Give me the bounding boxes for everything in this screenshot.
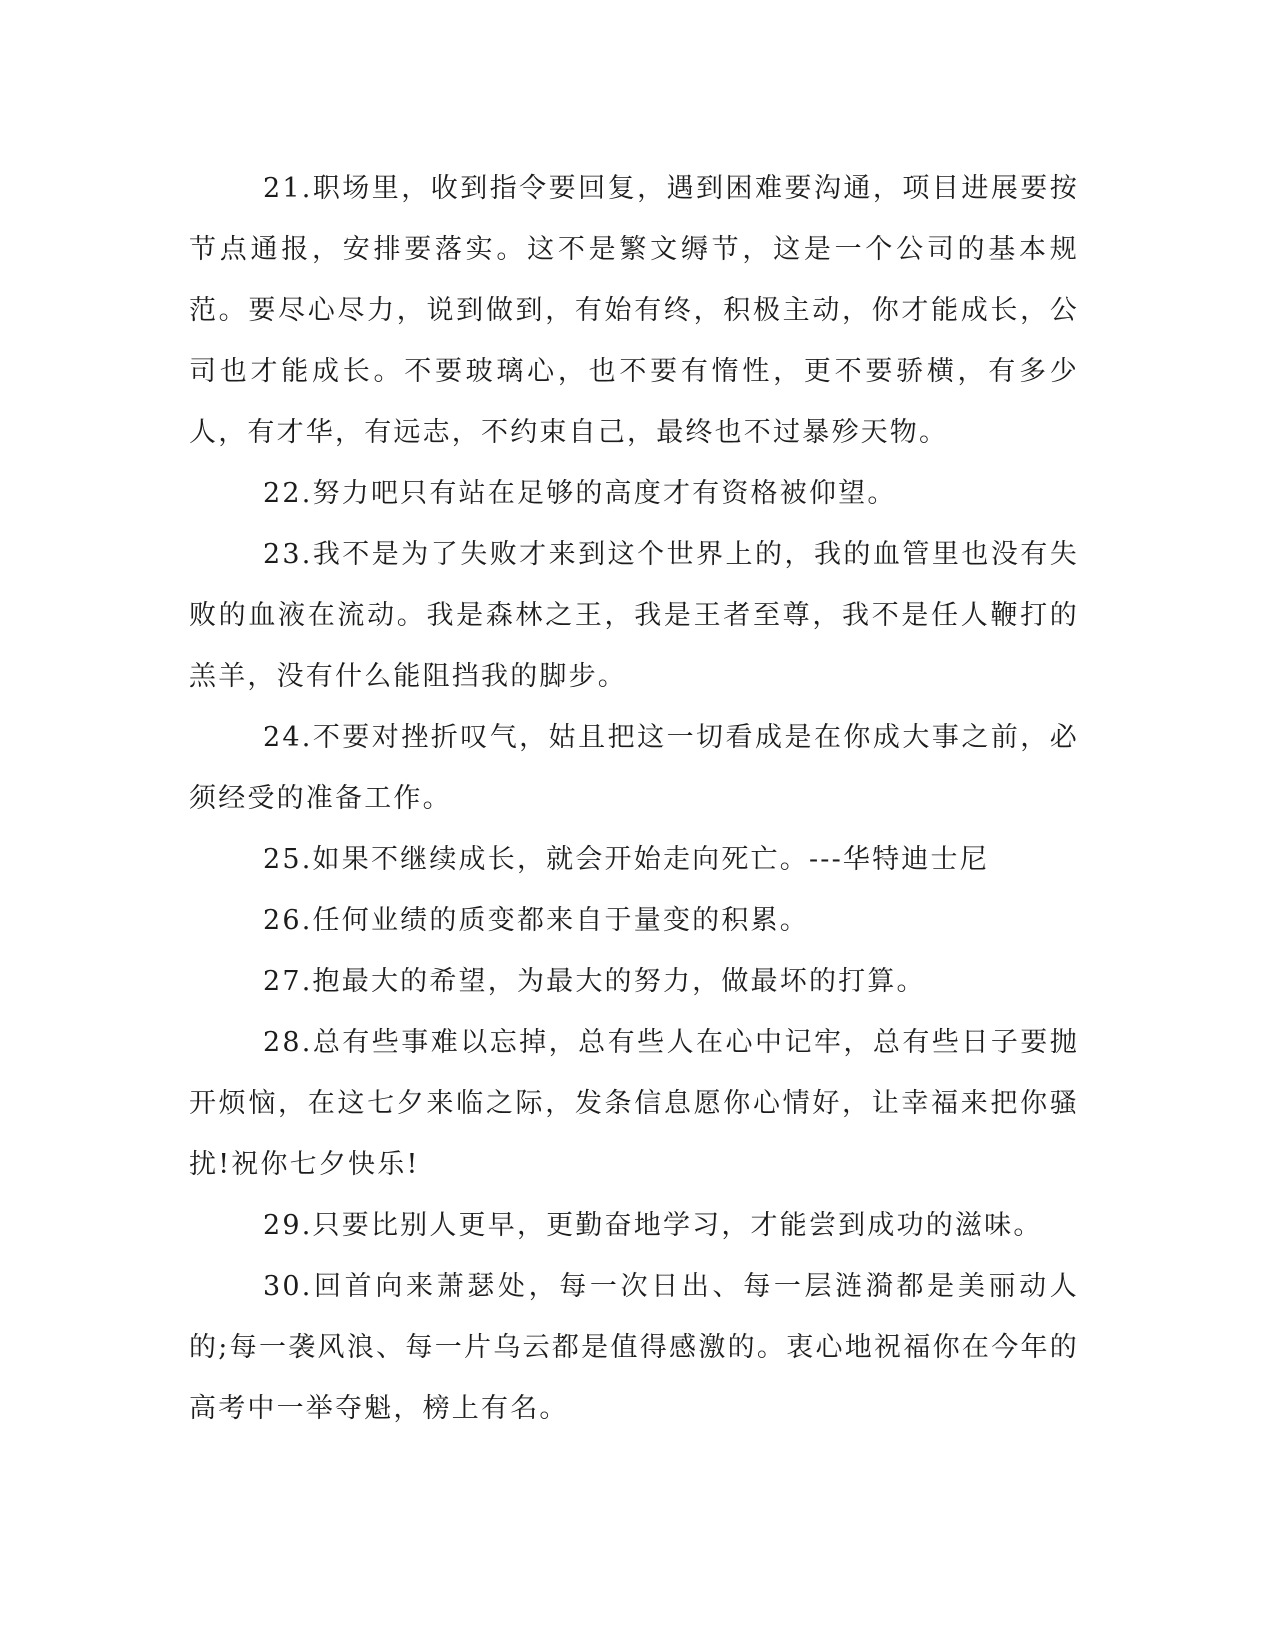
paragraph-29: 29.只要比别人更早，更勤奋地学习，才能尝到成功的滋味。 [263,1210,1043,1241]
paragraph-26: 26.任何业绩的质变都来自于量变的积累。 [263,905,809,936]
paragraph-28: 28.总有些事难以忘掉，总有些人在心中记牢，总有些日子要抛开烦恼，在这七夕来临之际，发条信息愿你心情好，让幸福来把你骚扰!祝你七夕快乐! [189,1027,1079,1180]
paragraph-25: 25.如果不继续成长，就会开始走向死亡。---华特迪士尼 [263,844,989,875]
document-body [189,158,1079,1439]
paragraph-22: 22.努力吧只有站在足够的高度才有资格被仰望。 [263,478,897,509]
paragraph-27: 27.抱最大的希望，为最大的努力，做最坏的打算。 [263,966,926,997]
paragraph-24: 24.不要对挫折叹气，姑且把这一切看成是在你成大事之前，必须经受的准备工作。 [189,722,1079,814]
paragraph-30: 30.回首向来萧瑟处，每一次日出、每一层涟漪都是美丽动人的;每一袭风浪、每一片乌云都是值得感激的。衷心地祝福你在今年的高考中一举夺魁，榜上有名。 [189,1271,1079,1424]
paragraph-21: 21.职场里，收到指令要回复，遇到困难要沟通，项目进展要按节点通报，安排要落实。这不是繁文缛节，这是一个公司的基本规范。要尽心尽力，说到做到，有始有终，积极主动，你才能成长，公司也才能成长。不要玻璃心，也不要有惰性，更不要骄横，有多少人，有才华，有远志，不约束自己，最终也不过暴殄天物。 [189,173,1079,448]
paragraph-23: 23.我不是为了失败才来到这个世界上的，我的血管里也没有失败的血液在流动。我是森林之王，我是王者至尊，我不是任人鞭打的羔羊，没有什么能阻挡我的脚步。 [189,539,1079,692]
